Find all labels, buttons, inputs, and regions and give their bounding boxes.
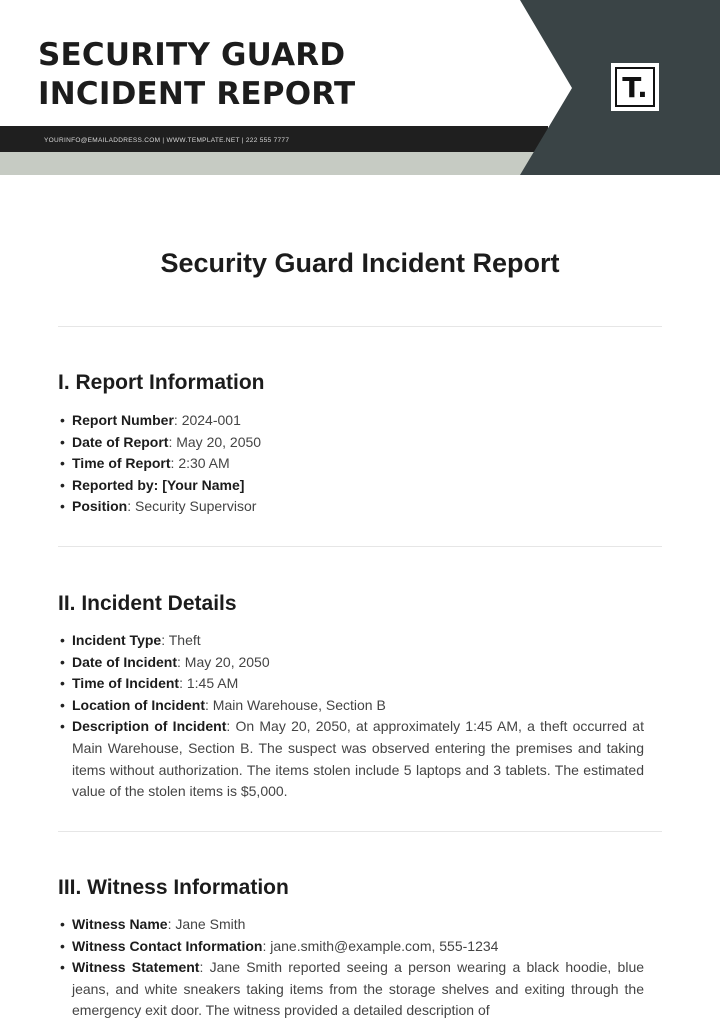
divider — [58, 831, 662, 832]
item-value: 1:45 AM — [186, 675, 239, 692]
item-separator: : — [179, 675, 187, 692]
sage-band — [0, 152, 548, 175]
divider — [58, 546, 662, 547]
list-item — [58, 630, 644, 652]
item-label: Location of Incident — [72, 696, 205, 713]
item-label: Date of Incident — [72, 653, 178, 670]
item-value: jane.smith@example.com, 555-1234 — [270, 937, 499, 954]
banner-title — [38, 36, 355, 114]
header-banner — [0, 0, 720, 175]
item-value: Jane Smith reported seeing a person wearing a black hoodie, blue jeans, and white sneakers taking items from the storage shelves and exiting through the emergency exit door. The witness provided a detailed description of — [72, 959, 645, 1019]
list-item — [58, 695, 644, 717]
item-value: May 20, 2050 — [176, 433, 262, 450]
divider — [58, 326, 662, 327]
list-item — [58, 936, 644, 958]
item-value: May 20, 2050 — [184, 653, 270, 670]
item-value: [Your Name] — [162, 476, 245, 493]
item-separator: : — [161, 632, 169, 648]
item-label: Time of Incident — [72, 675, 180, 692]
item-separator: : — [170, 455, 179, 472]
list-item — [58, 652, 644, 674]
item-separator: : — [177, 653, 185, 670]
item-value: 2:30 AM — [178, 455, 230, 472]
list-item — [58, 716, 644, 802]
list-item — [58, 957, 644, 1022]
item-separator: : — [205, 696, 213, 713]
list-item — [58, 432, 644, 454]
item-label: Time of Report — [72, 455, 171, 472]
section-title-incident-details: II. Incident Details — [58, 592, 237, 615]
document-title: Security Guard Incident Report — [160, 248, 560, 278]
list-item — [58, 453, 644, 475]
list-item — [58, 673, 644, 695]
item-label: Date of Report — [72, 433, 169, 450]
list-item — [58, 914, 644, 936]
item-separator: : — [167, 916, 176, 932]
list-item — [58, 475, 644, 497]
item-label: Description of Incident — [72, 718, 227, 735]
incident-details-list — [58, 630, 644, 803]
item-label: Witness Contact Information — [72, 937, 263, 954]
item-separator: : — [127, 498, 136, 515]
item-label: Witness Name — [72, 916, 168, 932]
item-separator: : — [226, 718, 236, 735]
item-value: 2024-001 — [181, 412, 241, 428]
item-separator: : — [168, 433, 177, 450]
logo-mark: T. — [615, 67, 655, 107]
item-separator: : — [199, 959, 210, 976]
section-title-witness-information: III. Witness Information — [58, 876, 289, 899]
item-label: Position — [72, 498, 128, 515]
item-label: Witness Statement — [72, 959, 200, 976]
item-value: On May 20, 2050, at approximately 1:45 AM, a theft occurred at Main Warehouse, Section B. The suspect was observed entering the premises and taking items without authorization. The items stolen include 5 laptops and 3 tablets. The estimated value of the stolen items is $5,000. — [72, 718, 644, 800]
item-value: Jane Smith — [175, 916, 246, 932]
item-value: Security Supervisor — [135, 498, 257, 515]
item-label: Incident Type — [72, 632, 162, 648]
banner-title-line2: INCIDENT REPORT — [38, 76, 356, 112]
list-item — [58, 410, 644, 432]
item-separator: : — [173, 412, 182, 428]
item-label: Report Number — [72, 412, 174, 428]
report-information-list — [58, 410, 644, 518]
contact-info: YOURINFO@EMAILADDRESS.COM | WWW.TEMPLATE.NET | 222 555 7777 — [44, 137, 290, 144]
section-title-report-information: I. Report Information — [58, 371, 265, 394]
list-item — [58, 496, 644, 518]
witness-information-list — [58, 914, 644, 1022]
item-value: Theft — [168, 632, 201, 648]
item-label: Reported by: — [72, 476, 159, 493]
banner-title-line1: SECURITY GUARD — [38, 37, 346, 73]
item-separator: : — [262, 937, 271, 954]
item-value: Main Warehouse, Section B — [212, 696, 386, 713]
logo — [611, 63, 659, 111]
